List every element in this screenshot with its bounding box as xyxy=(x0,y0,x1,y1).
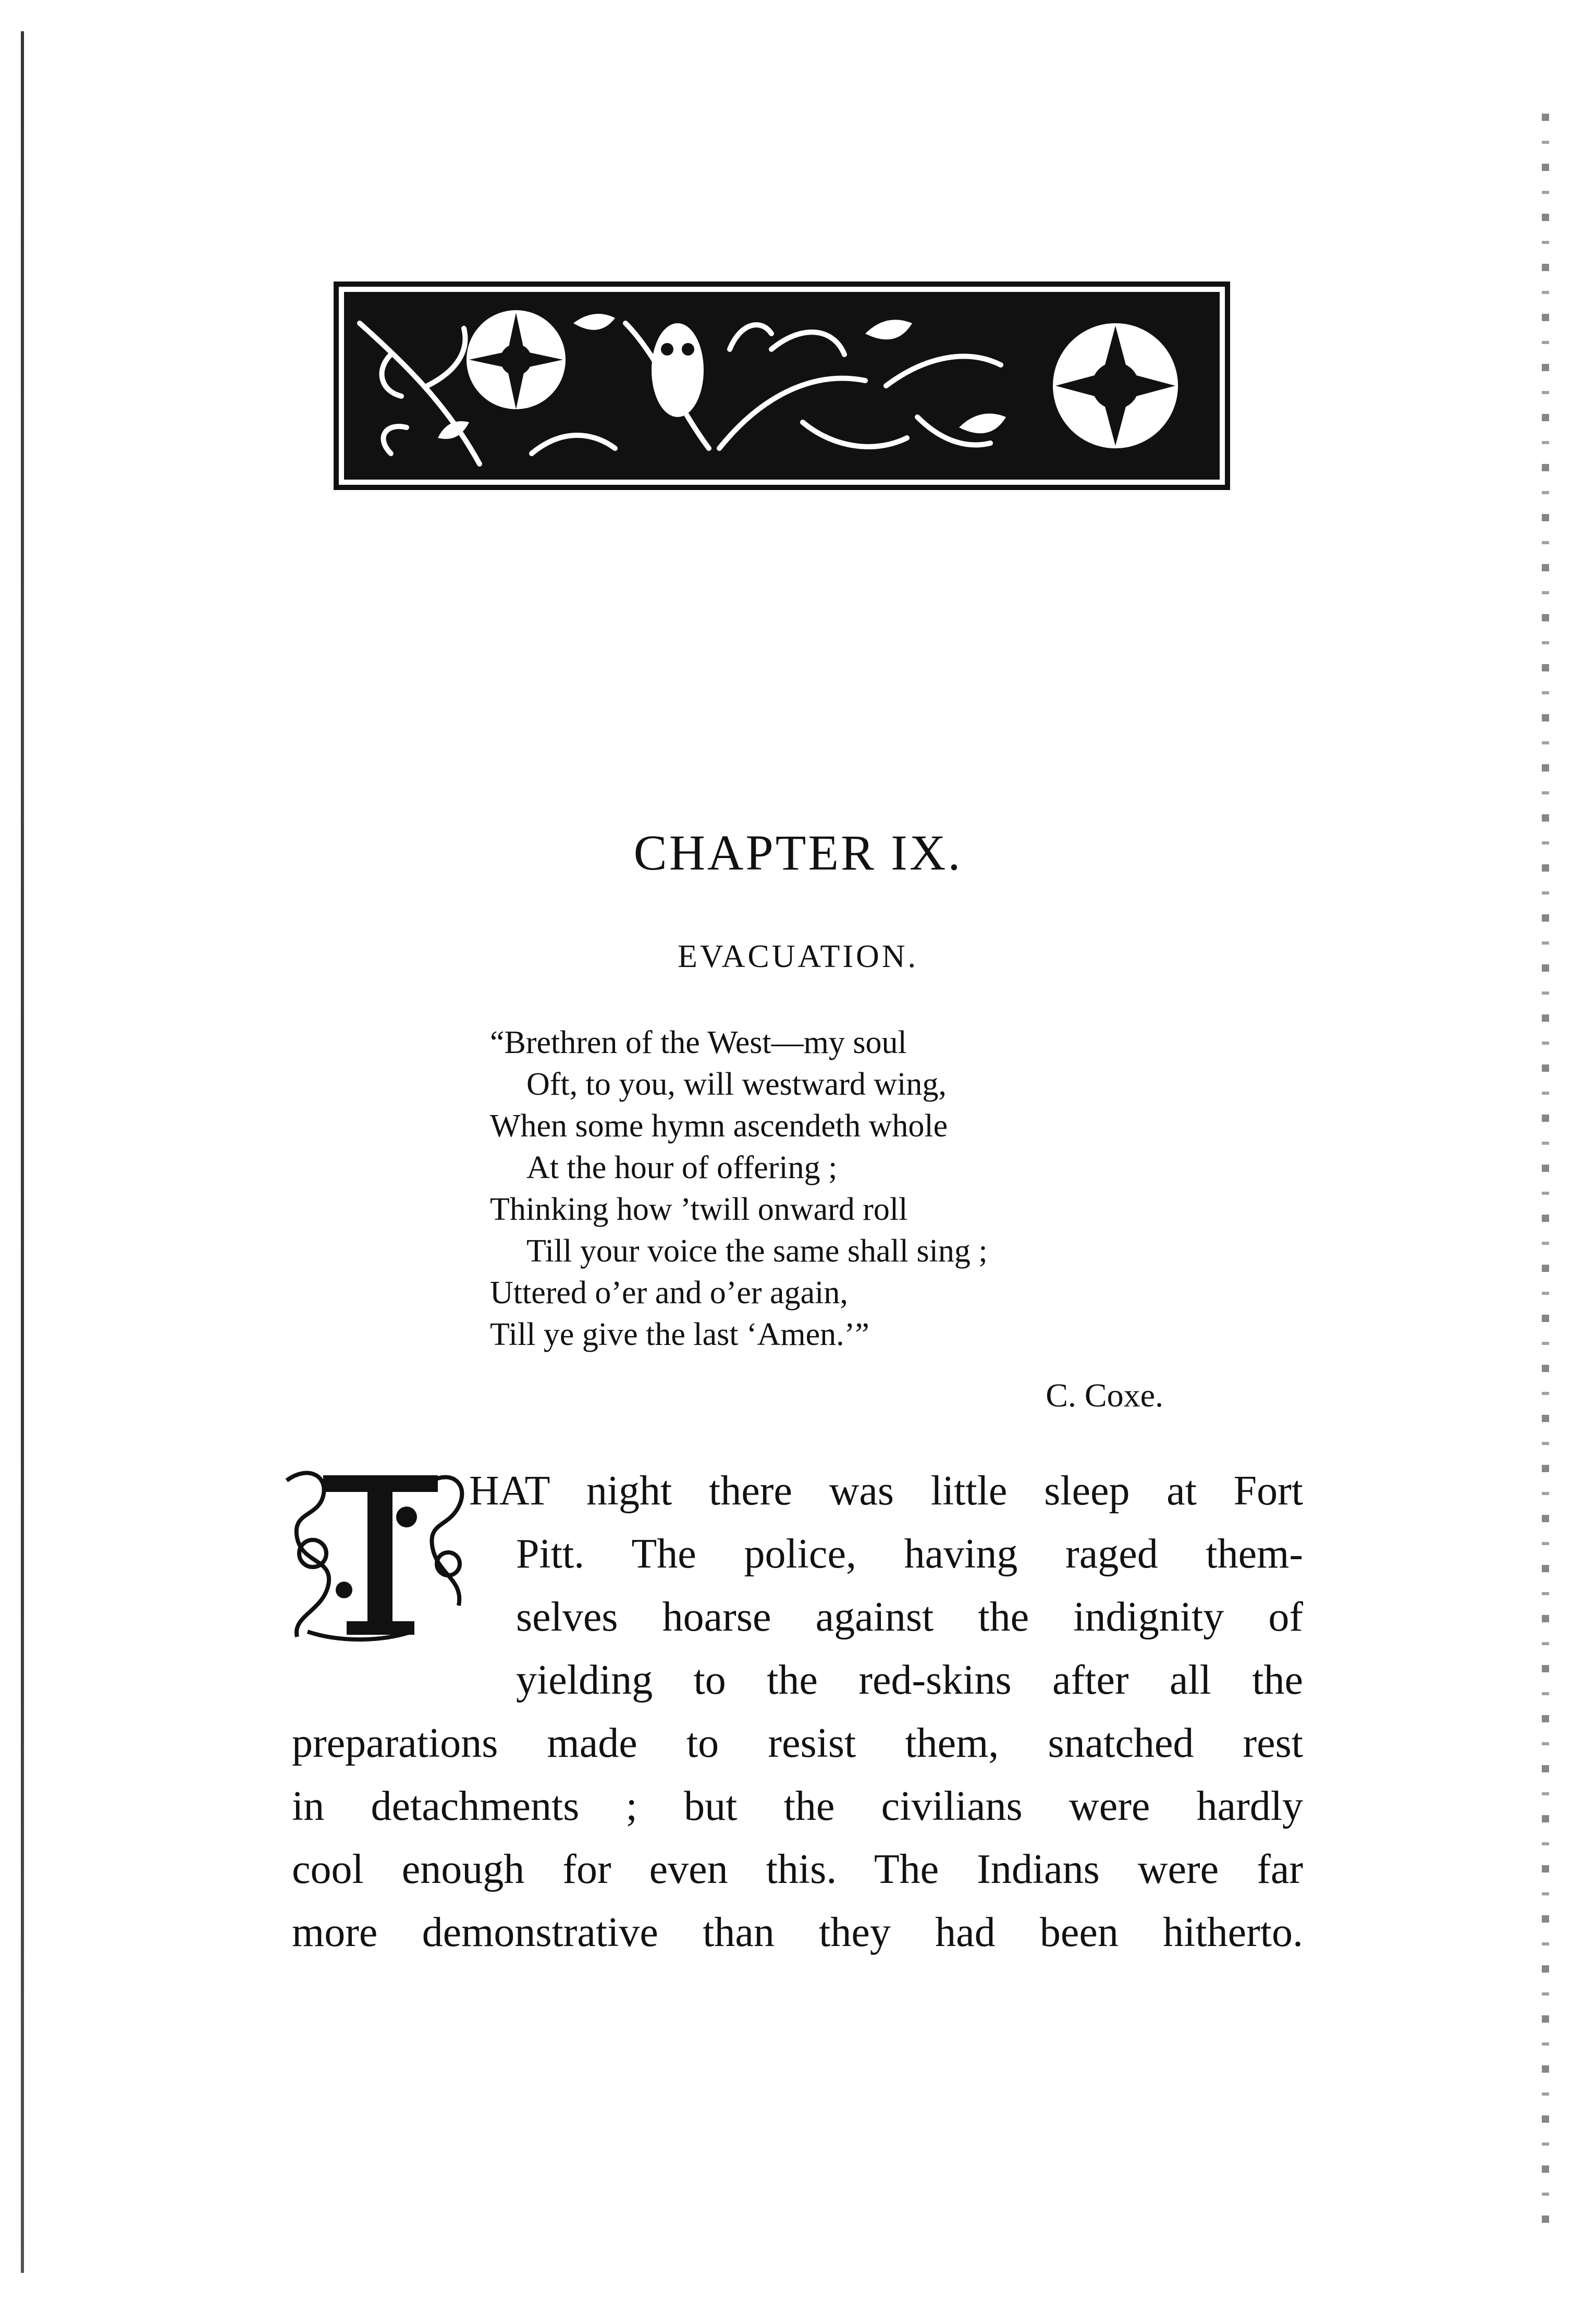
body-line: HAT night there was little sleep at Fort xyxy=(469,1468,1303,1514)
scan-edge-left xyxy=(21,31,24,2273)
epigraph-line: When some hymn ascendeth whole xyxy=(490,1108,948,1144)
epigraph-line: Till your voice the same shall sing ; xyxy=(526,1233,988,1269)
body-line: in detachments ; but the civilians were hardly xyxy=(292,1783,1303,1829)
epigraph-line: “Brethren of the West—my soul xyxy=(490,1025,907,1060)
body-line: preparations made to resist them, snatched rest xyxy=(292,1720,1303,1766)
body-line: yielding to the red-skins after all the xyxy=(516,1657,1303,1703)
body-paragraph xyxy=(292,1460,1303,1964)
chapter-subtitle: EVACUATION. xyxy=(677,939,919,974)
body-line: selves hoarse against the indignity of xyxy=(516,1594,1303,1640)
floral-ornament-icon xyxy=(344,292,1220,480)
epigraph-poem xyxy=(490,1022,1178,1355)
body-line: more demonstrative than they had been hitherto. xyxy=(292,1910,1303,1955)
body-line: Pitt. The police, having raged them- xyxy=(516,1531,1303,1577)
epigraph-line: Till ye give the last ‘Amen.’” xyxy=(490,1317,869,1352)
body-line: cool enough for even this. The Indians were far xyxy=(292,1846,1303,1892)
chapter-title: CHAPTER IX. xyxy=(633,825,963,880)
epigraph-line: Uttered o’er and o’er again, xyxy=(490,1275,848,1311)
epigraph-line: At the hour of offering ; xyxy=(526,1150,838,1185)
epigraph-line: Oft, to you, will westward wing, xyxy=(526,1067,947,1102)
ornamental-headpiece xyxy=(334,281,1230,490)
scan-edge-right xyxy=(1542,94,1549,2231)
epigraph-attribution: C. Coxe. xyxy=(1046,1377,1163,1414)
epigraph-line: Thinking how ’twill onward roll xyxy=(490,1192,908,1227)
